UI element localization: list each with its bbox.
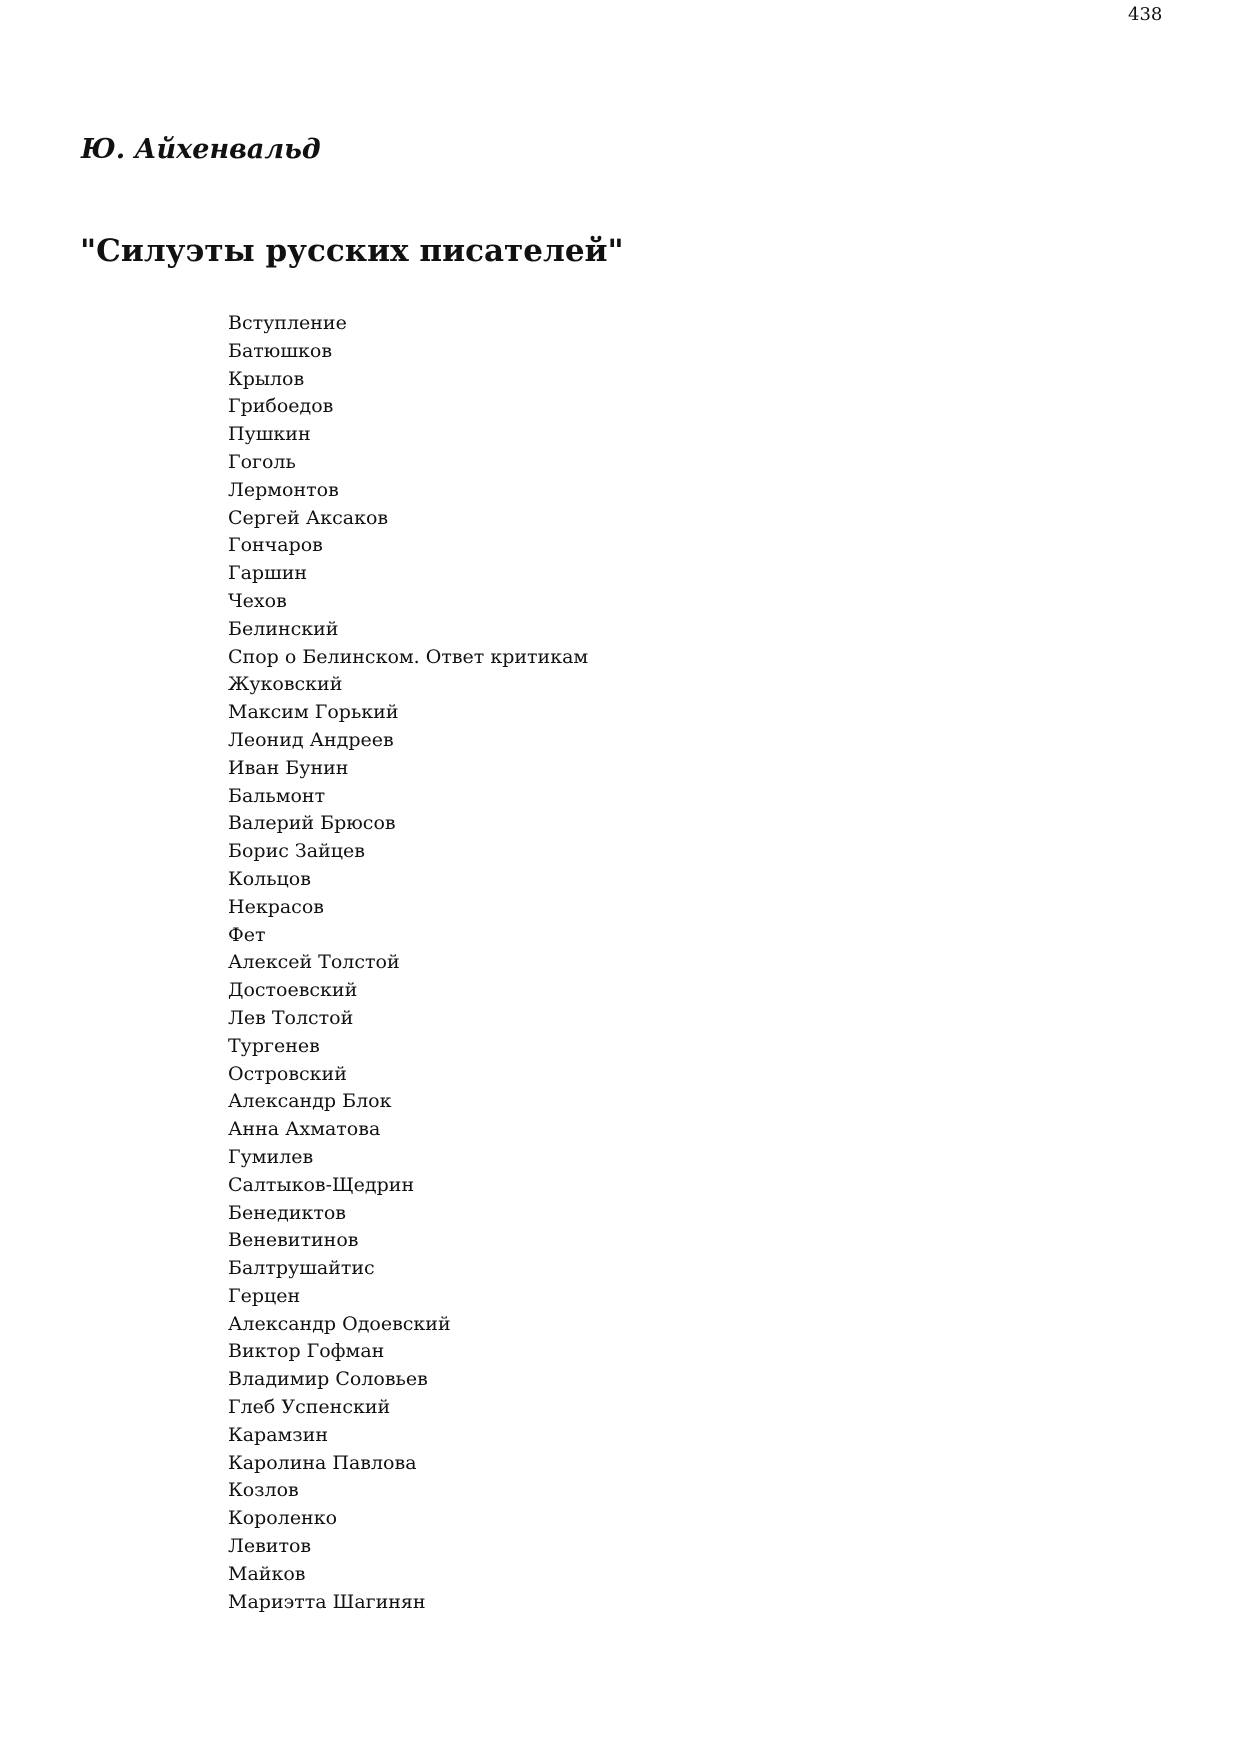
toc-item[interactable]: Гоголь — [228, 450, 296, 473]
toc-item[interactable]: Веневитинов — [228, 1229, 359, 1252]
toc-item[interactable]: Мариэтта Шагинян — [228, 1590, 426, 1613]
toc-item[interactable]: Карамзин — [228, 1423, 328, 1446]
toc-item[interactable]: Чехов — [228, 589, 287, 612]
toc-item[interactable]: Борис Зайцев — [228, 840, 365, 863]
toc-item[interactable]: Грибоедов — [228, 395, 334, 418]
toc-item[interactable]: Кольцов — [228, 867, 311, 890]
toc-item[interactable]: Гаршин — [228, 562, 308, 585]
toc-item[interactable]: Левитов — [228, 1535, 312, 1558]
table-of-contents — [228, 310, 588, 1616]
toc-item[interactable]: Лев Толстой — [228, 1006, 354, 1029]
toc-item[interactable]: Гончаров — [228, 534, 323, 557]
toc-item[interactable]: Крылов — [228, 367, 305, 390]
toc-item[interactable]: Валерий Брюсов — [228, 812, 396, 835]
toc-item[interactable]: Гумилев — [228, 1145, 314, 1168]
toc-item[interactable]: Короленко — [228, 1507, 338, 1530]
toc-item[interactable]: Алексей Толстой — [228, 951, 400, 974]
toc-item[interactable]: Бенедиктов — [228, 1201, 346, 1224]
toc-item[interactable]: Достоевский — [228, 979, 358, 1002]
toc-item[interactable]: Леонид Андреев — [228, 728, 394, 751]
toc-item[interactable]: Иван Бунин — [228, 756, 349, 779]
toc-item[interactable]: Александр Одоевский — [228, 1312, 451, 1335]
toc-item[interactable]: Владимир Соловьев — [228, 1368, 428, 1391]
toc-item[interactable]: Козлов — [228, 1479, 299, 1502]
toc-item[interactable]: Балтрушайтис — [228, 1257, 375, 1280]
toc-item[interactable]: Каролина Павлова — [228, 1451, 417, 1474]
toc-item[interactable]: Александр Блок — [228, 1090, 392, 1113]
toc-item[interactable]: Островский — [228, 1062, 347, 1085]
toc-item[interactable]: Герцен — [228, 1284, 301, 1307]
toc-item[interactable]: Белинский — [228, 617, 339, 640]
toc-item[interactable]: Глеб Успенский — [228, 1396, 391, 1419]
toc-item[interactable]: Батюшков — [228, 339, 333, 362]
author-heading: Ю. Айхенвальд — [81, 134, 321, 165]
toc-item[interactable]: Вступление — [228, 312, 347, 334]
toc-item[interactable]: Майков — [228, 1562, 306, 1585]
toc-item[interactable]: Тургенев — [228, 1034, 320, 1057]
toc-item[interactable]: Анна Ахматова — [228, 1118, 381, 1141]
toc-item[interactable]: Максим Горький — [228, 701, 399, 724]
toc-item[interactable]: Спор о Белинском. Ответ критикам — [228, 645, 589, 668]
page-number: 438 — [1128, 4, 1163, 25]
toc-item[interactable]: Некрасов — [228, 895, 324, 918]
toc-item[interactable]: Сергей Аксаков — [228, 506, 389, 529]
toc-item[interactable]: Пушкин — [228, 423, 311, 446]
toc-item[interactable]: Лермонтов — [228, 478, 339, 501]
book-title: "Силуэты русских писателей" — [80, 233, 624, 269]
toc-item[interactable]: Жуковский — [228, 673, 343, 696]
toc-item[interactable]: Фет — [228, 923, 266, 946]
toc-item[interactable]: Бальмонт — [228, 784, 326, 807]
toc-item[interactable]: Салтыков-Щедрин — [228, 1173, 415, 1196]
toc-item[interactable]: Виктор Гофман — [228, 1340, 385, 1363]
